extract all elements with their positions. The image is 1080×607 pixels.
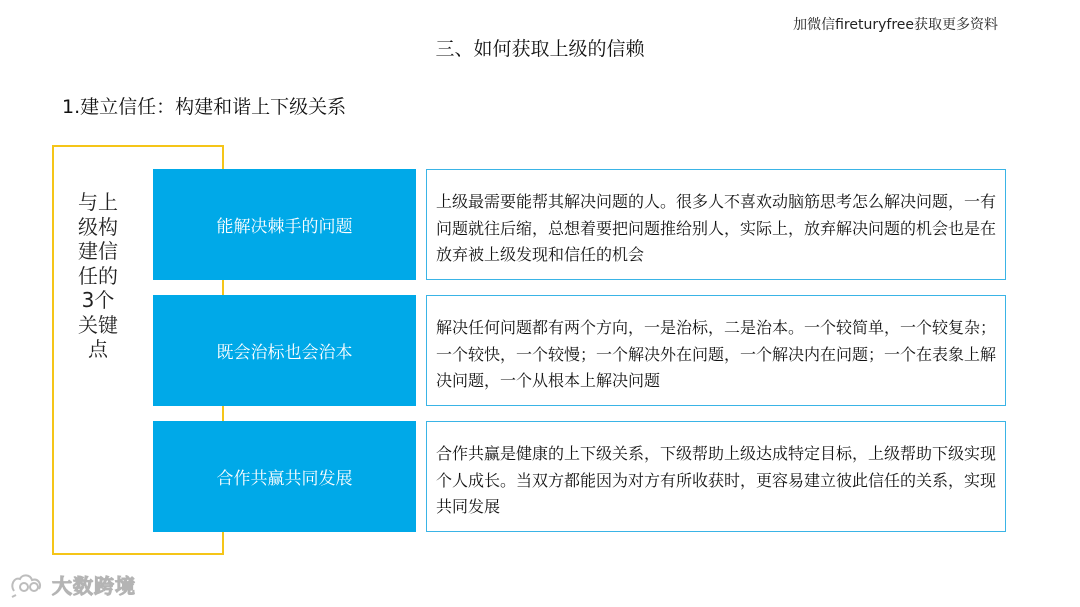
key-points-vertical-label: 与上级构建信任的3个关键点 <box>78 190 118 361</box>
point-description-3: 合作共赢是健康的上下级关系，下级帮助上级达成特定目标，上级帮助下级实现个人成长。当双方都能因为对方有所收获时，更容易建立彼此信任的关系，实现共同发展 <box>426 421 1006 532</box>
point-label-1: 能解决棘手的问题 <box>153 169 416 280</box>
point-label-3: 合作共赢共同发展 <box>153 421 416 532</box>
point-description-1: 上级最需要能帮其解决问题的人。很多人不喜欢动脑筋思考怎么解决问题，一有问题就往后缩，总想着要把问题推给别人，实际上，放弃解决问题的机会也是在放弃被上级发现和信任的机会 <box>426 169 1006 280</box>
logo-icon <box>8 571 48 599</box>
point-label-2: 既会治标也会治本 <box>153 295 416 406</box>
watermark-text: 大数跨境 <box>52 574 136 598</box>
watermark <box>8 570 136 599</box>
top-right-note: 加微信fireturyfree获取更多资料 <box>793 17 998 33</box>
section-heading: 1.建立信任：构建和谐上下级关系 <box>62 96 347 118</box>
point-description-2: 解决任何问题都有两个方向，一是治标，二是治本。一个较简单，一个较复杂；一个较快，一个较慢；一个解决外在问题，一个解决内在问题；一个在表象上解决问题，一个从根本上解决问题 <box>426 295 1006 406</box>
slide-title: 三、如何获取上级的信赖 <box>435 38 645 60</box>
